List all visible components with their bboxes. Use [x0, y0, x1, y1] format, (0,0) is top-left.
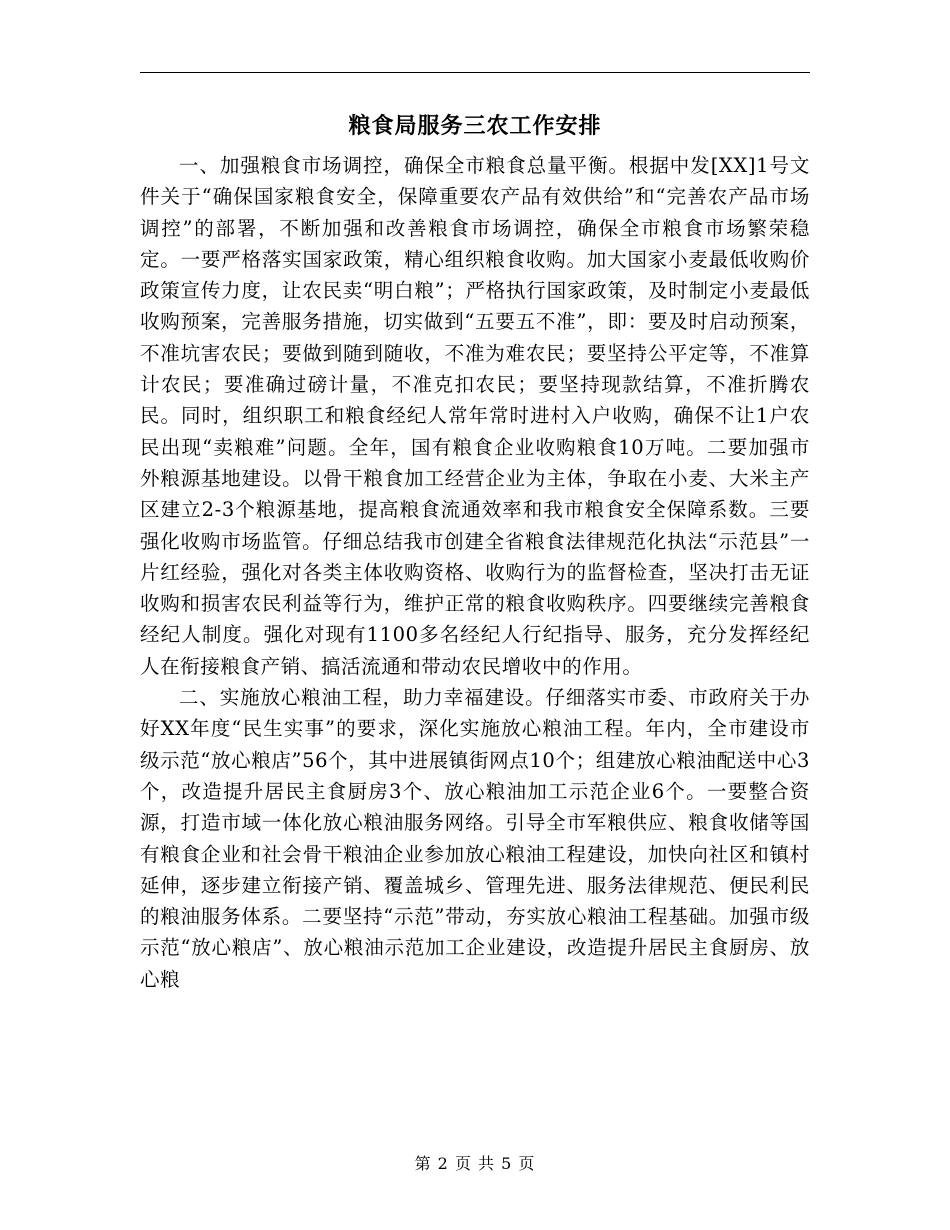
document-body [140, 150, 810, 995]
document-title: 粮食局服务三农工作安排 [348, 114, 602, 139]
header-rule [140, 72, 810, 73]
page-number-footer: 第 2 页 共 5 页 [414, 1154, 536, 1173]
paragraph-2: 二、实施放心粮油工程，助力幸福建设。仔细落实市委、市政府关于办好XX年度“民生实事”的要求，深化实施放心粮油工程。年内，全市建设市级示范“放心粮店”56个，其中进展镇街网点10个；组建放心粮油配送中心3个，改造提升居民主食厨房3个、放心粮油加工示范企业6个。一要整合资源，打造市域一体化放心粮油服务网络。引导全市军粮供应、粮食收储等国有粮食企业和社会骨干粮油企业参加放心粮油工程建设，加快向社区和镇村延伸，逐步建立衔接产销、覆盖城乡、管理先进、服务法律规范、便民利民的粮油服务体系。二要坚持“示范”带动，夯实放心粮油工程基础。加强市级示范“放心粮店”、放心粮油示范加工企业建设，改造提升居民主食厨房、放心粮 [140, 686, 810, 991]
paragraph-1: 一、加强粮食市场调控，确保全市粮食总量平衡。根据中发[XX]1号文件关于“确保国家粮食安全，保障重要农产品有效供给”和“完善农产品市场调控”的部署，不断加强和改善粮食市场调控，确保全市粮食市场繁荣稳定。一要严格落实国家政策，精心组织粮食收购。加大国家小麦最低收购价政策宣传力度，让农民卖“明白粮”；严格执行国家政策，及时制定小麦最低收购预案，完善服务措施，切实做到“五要五不准”，即：要及时启动预案，不准坑害农民；要做到随到随收，不准为难农民；要坚持公平定等，不准算计农民；要准确过磅计量，不准克扣农民；要坚持现款结算，不准折腾农民。同时，组织职工和粮食经纪人常年常时进村入户收购，确保不让1户农民出现“卖粮难”问题。全年，国有粮食企业收购粮食10万吨。二要加强市外粮源基地建设。以骨干粮食加工经营企业为主体，争取在小麦、大米主产区建立2-3个粮源基地，提高粮食流通效率和我市粮食安全保障系数。三要强化收购市场监管。仔细总结我市创建全省粮食法律规范化执法“示范县”一片红经验，强化对各类主体收购资格、收购行为的监督检查，坚决打击无证收购和损害农民利益等行为，维护正常的粮食收购秩序。四要继续完善粮食经纪人制度。强化对现有1100多名经纪人行纪指导、服务，充分发挥经纪人在衔接粮食产销、搞活流通和带动农民增收中的作用。 [140, 154, 810, 678]
